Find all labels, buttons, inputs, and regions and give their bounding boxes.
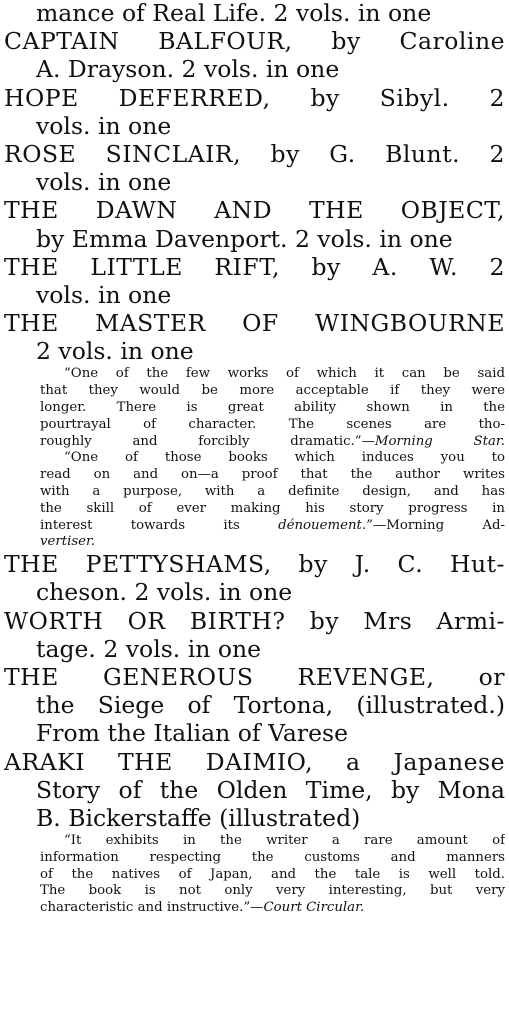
review-quote-line: “One of the few works of which it can be said (64, 366, 505, 382)
book-title-line: THE MASTER OF WINGBOURNE (4, 310, 505, 338)
book-title-line: THE GENEROUS REVENGE, or (4, 663, 505, 691)
book-entry-line: A. Drayson. 2 vols. in one (36, 56, 340, 84)
review-quote-line: characteristic and instructive.”—Court Circular. (40, 900, 365, 916)
book-entry-line: B. Bickerstaffe (illustrated) (36, 804, 361, 832)
book-title-line: ROSE SINCLAIR, by G. Blunt. 2 (4, 140, 505, 168)
book-entry-line: mance of Real Life. 2 vols. in one (36, 0, 432, 27)
review-quote-line: information respecting the customs and manners (40, 849, 505, 865)
book-title-line: THE LITTLE RIFT, by A. W. 2 (4, 253, 505, 281)
book-entry-line: vols. in one (36, 112, 172, 140)
review-quote-line: “One of those books which induces you to (64, 450, 505, 466)
review-quote-line: the skill of ever making his story progress in (40, 500, 505, 516)
review-quote-line: The book is not only very interesting, but very (40, 883, 505, 899)
book-title-line: THE DAWN AND THE OBJECT, (4, 197, 505, 225)
book-entry-line: tage. 2 vols. in one (36, 635, 262, 663)
review-quote-line: read on and on—a proof that the author writes (40, 467, 505, 483)
book-title-line: WORTH OR BIRTH? by Mrs Armi- (4, 607, 505, 635)
book-entry-line: cheson. 2 vols. in one (36, 579, 293, 607)
review-quote-line: roughly and forcibly dramatic.”—Morning Star. (40, 433, 505, 449)
review-quote-line: vertiser. (40, 534, 96, 550)
book-entry-line: vols. in one (36, 281, 172, 309)
book-entry-line: From the Italian of Varese (36, 720, 349, 748)
book-entry-line: Story of the Olden Time, by Mona (36, 776, 505, 804)
book-title-line: HOPE DEFERRED, by Sibyl. 2 (4, 84, 505, 112)
book-title-line: ARAKI THE DAIMIO, a Japanese (4, 748, 505, 776)
book-entry-line: vols. in one (36, 169, 172, 197)
book-title-line: THE PETTYSHAMS, by J. C. Hut- (4, 551, 505, 579)
review-quote-line: “It exhibits in the writer a rare amount of (64, 833, 505, 849)
book-entry-line: by Emma Davenport. 2 vols. in one (36, 225, 453, 253)
book-list-column (4, 0, 505, 917)
review-quote-line: interest towards its dénouement.”—Morning Ad- (40, 517, 505, 533)
book-entry-line: the Siege of Tortona, (illustrated.) (36, 692, 505, 720)
review-quote-line: of the natives of Japan, and the tale is well told. (40, 866, 505, 882)
review-quote-line: with a purpose, with a definite design, and has (40, 484, 505, 500)
review-quote-line: pourtrayal of character. The scenes are tho- (40, 416, 505, 432)
review-quote-line: that they would be more acceptable if they were (40, 383, 505, 399)
book-title-line: CAPTAIN BALFOUR, by Caroline (4, 28, 505, 56)
book-entry-line: 2 vols. in one (36, 338, 194, 366)
review-quote-line: longer. There is great ability shown in the (40, 400, 505, 416)
